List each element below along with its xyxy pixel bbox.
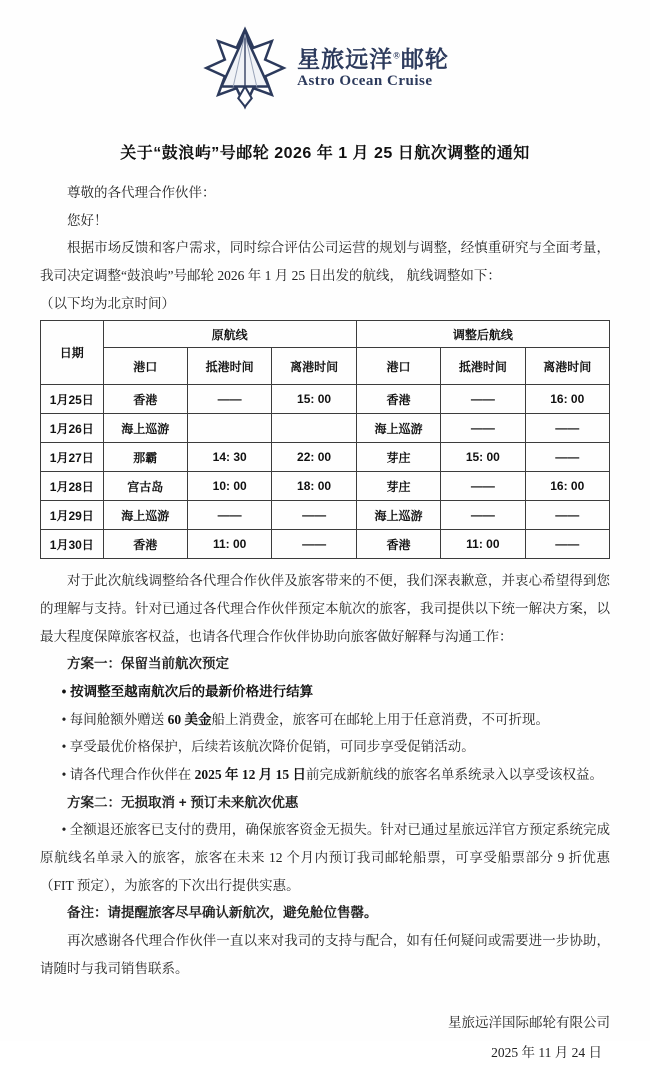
- brand-wordmark: [297, 46, 449, 91]
- cell-orig-port: 海上巡游: [103, 501, 187, 530]
- cell-adj-arrival: ——: [441, 472, 525, 501]
- plan2-heading: 方案二：无损取消 + 预订未来航次优惠: [67, 794, 299, 810]
- cell-orig-arrival: 14: 30: [187, 443, 271, 472]
- cell-orig-arrival: [187, 414, 271, 443]
- cell-adj-port: 海上巡游: [356, 501, 440, 530]
- cell-date: 1月26日: [41, 414, 104, 443]
- cell-adj-arrival: ——: [441, 414, 525, 443]
- document-title: 关于“鼓浪屿”号邮轮 2026 年 1 月 25 日航次调整的通知: [120, 145, 530, 162]
- bullet-icon: •: [61, 822, 67, 838]
- cell-adj-departure: 16: 00: [525, 385, 609, 414]
- brand-logo: [40, 26, 610, 110]
- brand-name-cn: [297, 46, 449, 74]
- cell-date: 1月30日: [41, 530, 104, 559]
- bullet-icon: •: [61, 767, 67, 783]
- table-row: [41, 530, 610, 559]
- bullet-icon: •: [61, 684, 67, 700]
- plan1-bullet-3-text: 享受最优价格保护，后续若该航次降价促销，可同步享受促销活动。: [69, 739, 475, 755]
- cell-adj-port: 海上巡游: [356, 414, 440, 443]
- col-header-adj-port: 港口: [356, 348, 440, 385]
- plan1-bullet-1-bold: 按调整至越南航次后的最新价格进行结算: [70, 684, 314, 700]
- cell-adj-departure: ——: [525, 414, 609, 443]
- plan1-bullet-4-post: 前完成新航线的旅客名单系统录入以享受该权益。: [305, 767, 603, 783]
- plan2-bullet-1-text: 全额退还旅客已支付的费用，确保旅客资金无损失。针对已通过星旅远洋官方预定系统完成原航线名单录入的旅客，旅客在未来 12 个月内预订我司邮轮船票，可享受船票部分 9 折优惠（FIT 预定），为旅客的下次出行提供实惠。: [40, 822, 611, 893]
- cell-orig-departure: ——: [272, 530, 356, 559]
- closing-paragraph: 再次感谢各代理合作伙伴一直以来对我司的支持与配合，如有任何疑问或需要进一步协助，请随时与我司销售联系。: [40, 933, 610, 976]
- greeting-line: 尊敬的各代理合作伙伴：: [67, 185, 216, 200]
- cell-orig-arrival: 11: 00: [187, 530, 271, 559]
- brand-name-cn-suffix: 邮轮: [400, 46, 449, 72]
- plan2-bullet-1: [40, 816, 610, 899]
- plan1-bullet-3: [40, 733, 610, 761]
- cell-orig-port: 香港: [103, 385, 187, 414]
- plan1-bullet-4-bold: 2025 年 12 月 15 日: [194, 767, 306, 783]
- cell-adj-port: 芽庄: [356, 443, 440, 472]
- cell-date: 1月25日: [41, 385, 104, 414]
- col-header-orig-port: 港口: [103, 348, 187, 385]
- cell-adj-departure: ——: [525, 501, 609, 530]
- col-header-date: 日期: [41, 321, 104, 385]
- cell-orig-departure: 18: 00: [272, 472, 356, 501]
- plan1-bullet-2-post: 船上消费金，旅客可在邮轮上用于任意消费，不可折现。: [211, 711, 549, 727]
- cell-adj-port: 芽庄: [356, 472, 440, 501]
- cell-orig-port: 宫古岛: [103, 472, 187, 501]
- cell-orig-arrival: 10: 00: [187, 472, 271, 501]
- cell-adj-port: 香港: [356, 530, 440, 559]
- cell-orig-departure: ——: [272, 501, 356, 530]
- cell-orig-port: 海上巡游: [103, 414, 187, 443]
- col-header-orig-arrival: 抵港时间: [187, 348, 271, 385]
- cell-orig-arrival: ——: [187, 501, 271, 530]
- plan1-heading: 方案一：保留当前航次预定: [67, 656, 229, 672]
- plan1-bullet-2: [40, 706, 610, 734]
- cell-adj-departure: ——: [525, 530, 609, 559]
- table-row: [41, 385, 610, 414]
- cell-adj-arrival: 15: 00: [441, 443, 525, 472]
- plan1-bullet-2-pre: 每间舱额外赠送: [69, 711, 168, 727]
- registered-mark-icon: ®: [393, 50, 401, 61]
- bullet-icon: •: [61, 711, 67, 727]
- cell-adj-arrival: ——: [441, 385, 525, 414]
- cell-adj-arrival: 11: 00: [441, 530, 525, 559]
- cell-date: 1月27日: [41, 443, 104, 472]
- cell-adj-arrival: ——: [441, 501, 525, 530]
- apology-paragraph: 对于此次航线调整给各代理合作伙伴及旅客带来的不便，我们深表歉意，并衷心希望得到您的理解与支持。针对已通过各代理合作伙伴预定本航次的旅客，我司提供以下统一解决方案，以最大程度保障旅客权益，也请各代理合作伙伴协助向旅客做好解释与沟通工作：: [40, 573, 610, 644]
- bullet-icon: •: [61, 739, 67, 755]
- salutation-line: 您好！: [67, 212, 108, 228]
- cell-orig-port: 香港: [103, 530, 187, 559]
- plan1-bullet-2-bold: 60 美金: [167, 711, 212, 727]
- plan1-bullet-4: [40, 761, 610, 789]
- cell-adj-port: 香港: [356, 385, 440, 414]
- cell-date: 1月29日: [41, 501, 104, 530]
- cell-orig-departure: [272, 414, 356, 443]
- time-note: （以下均为北京时间）: [40, 295, 175, 311]
- cell-orig-arrival: ——: [187, 385, 271, 414]
- table-row: [41, 472, 610, 501]
- cell-orig-departure: 15: 00: [272, 385, 356, 414]
- col-header-adj-departure: 离港时间: [525, 348, 609, 385]
- table-row: [41, 501, 610, 530]
- table-row: [41, 414, 610, 443]
- signature-date: 2025 年 11 月 24 日: [491, 1045, 602, 1061]
- intro-paragraph: 根据市场反馈和客户需求，同时综合评估公司运营的规划与调整，经慎重研究与全面考量，我司决定调整“鼓浪屿”号邮轮 2026 年 1 月 25 日出发的航线， 航线调整如下：: [40, 240, 610, 284]
- col-header-orig-departure: 离港时间: [272, 348, 356, 385]
- table-row: [41, 443, 610, 472]
- cell-orig-departure: 22: 00: [272, 443, 356, 472]
- cell-date: 1月28日: [41, 472, 104, 501]
- col-group-adjusted: 调整后航线: [356, 321, 609, 348]
- cell-adj-departure: 16: 00: [525, 472, 609, 501]
- compass-star-icon: [201, 26, 289, 110]
- plan1-bullet-1: [40, 678, 610, 706]
- itinerary-table: [40, 320, 610, 559]
- col-group-original: 原航线: [103, 321, 356, 348]
- company-signature: 星旅远洋国际邮轮有限公司: [448, 1015, 610, 1031]
- remark-line: 备注：请提醒旅客尽早确认新航次，避免舱位售罄。: [67, 905, 378, 921]
- brand-name-en: Astro Ocean Cruise: [297, 73, 433, 90]
- plan1-bullet-4-pre: 请各代理合作伙伴在: [69, 767, 195, 783]
- col-header-adj-arrival: 抵港时间: [441, 348, 525, 385]
- cell-adj-departure: ——: [525, 443, 609, 472]
- signature-block: [40, 1008, 610, 1067]
- brand-name-cn-main: 星旅远洋: [297, 46, 394, 72]
- cell-orig-port: 那霸: [103, 443, 187, 472]
